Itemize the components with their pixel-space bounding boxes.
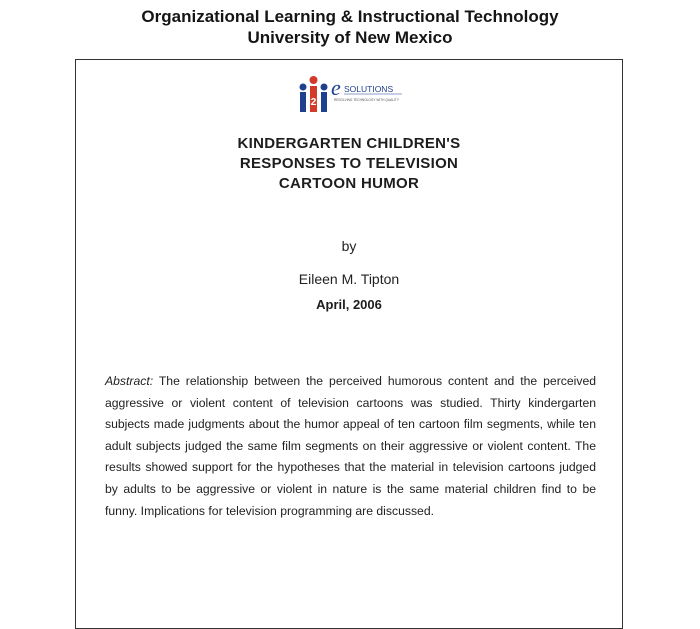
byline-by: by	[341, 238, 357, 254]
header-university: University of New Mexico	[247, 28, 453, 47]
document-header	[0, 6, 700, 48]
abstract-paragraph	[105, 371, 596, 522]
title-line-1: KINDERGARTEN CHILDREN'S	[237, 135, 461, 152]
logo-brand-e: e	[331, 75, 341, 100]
title-line-3: CARTOON HUMOR	[278, 175, 420, 192]
author-name: Eileen M. Tipton	[298, 271, 400, 287]
logo-tagline: RESOLVING TECHNOLOGY WITH QUALITY	[334, 98, 399, 102]
abstract-text: The relationship between the perceived humorous content and the perceived aggressive or violent content of television cartoons was studied. Thirty kindergarten subjects made judgments about the humor appeal of ten cartoon film segments, while ten adult subjects judged the same film segments on their aggressive or violent content. The results showed support for the hypotheses that the material in television cartoons judged by adults to be aggressive or violent in nature is the same material children find to be funny. Implications for television programming are discussed.	[105, 374, 596, 518]
logo-brand-text: SOLUTIONS	[344, 84, 394, 94]
logo-mark-text: i2i	[307, 97, 320, 108]
paper-title	[76, 134, 622, 194]
header-department: Organizational Learning & Instructional Technology	[141, 7, 559, 26]
abstract-label: Abstract:	[105, 374, 154, 388]
publication-date: April, 2006	[316, 297, 382, 312]
title-line-2: RESPONSES TO TELEVISION	[239, 155, 459, 172]
title-page	[75, 59, 623, 629]
esolutions-logo	[298, 72, 408, 114]
